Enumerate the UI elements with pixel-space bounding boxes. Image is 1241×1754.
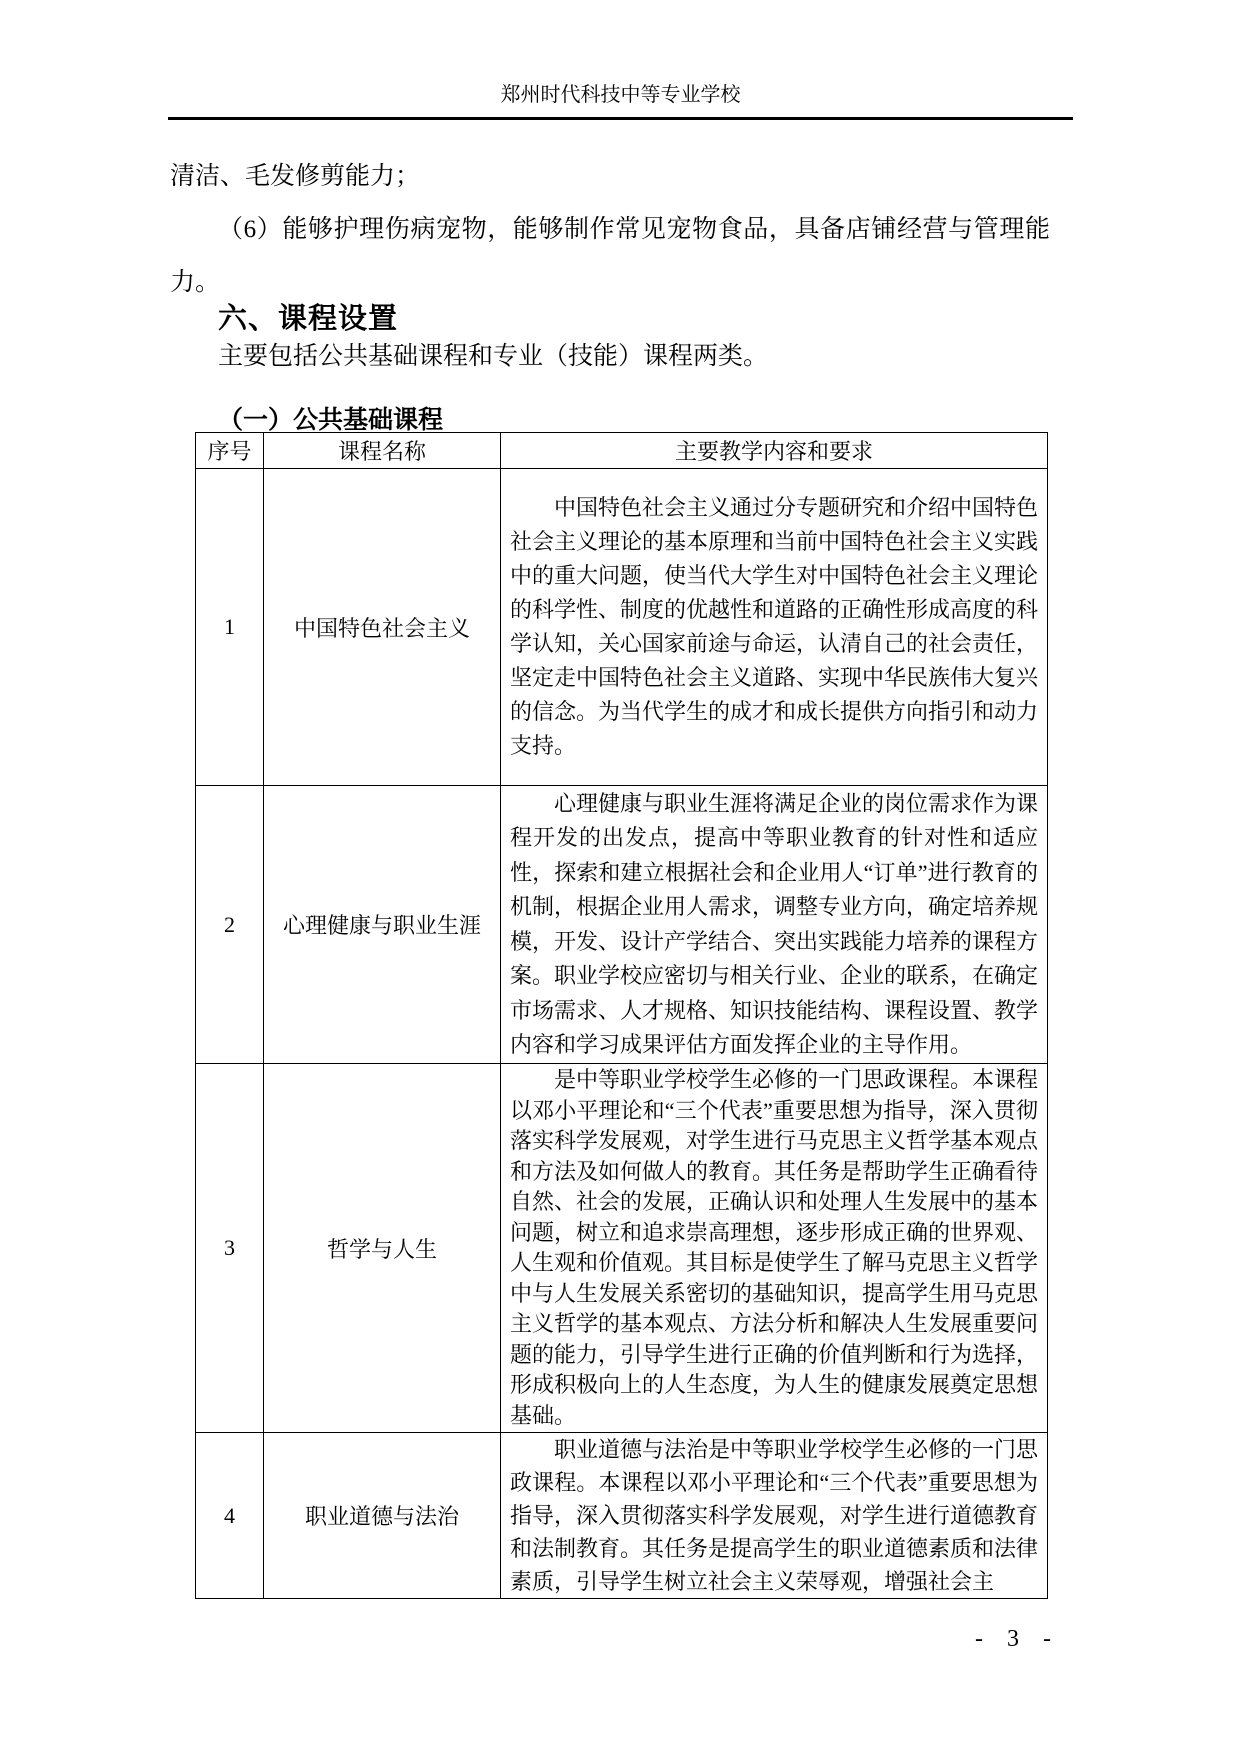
table-row <box>196 786 1048 1064</box>
table-row <box>196 1064 1048 1433</box>
table-header-content: 主要教学内容和要求 <box>501 433 1048 469</box>
section-heading-course-settings: 六、课程设置 <box>218 303 399 335</box>
table-row <box>196 469 1048 786</box>
row-number-cell: 1 <box>196 469 264 786</box>
subsection-heading-public-basic-courses: （一）公共基础课程 <box>218 407 444 434</box>
row-number-cell: 4 <box>196 1433 264 1599</box>
section-intro-paragraph: 主要包括公共基础课程和专业（技能）课程两类。 <box>218 343 769 370</box>
course-content-cell: 中国特色社会主义通过分专题研究和介绍中国特色社会主义理论的基本原理和当前中国特色社会主义实践中的重大问题，使当代大学生对中国特色社会主义理论的科学性、制度的优越性和道路的正确性形成高度的科学认知，关心国家前途与命运，认清自己的社会责任，坚定走中国特色社会主义道路、实现中华民族伟大复兴的信念。为当代学生的成才和成长提供方向指引和动力支持。 <box>501 469 1048 786</box>
course-content-cell: 职业道德与法治是中等职业学校学生必修的一门思政课程。本课程以邓小平理论和“三个代表”重要思想为指导，深入贯彻落实科学发展观，对学生进行道德教育和法制教育。其任务是提高学生的职业道德素质和法律素质，引导学生树立社会主义荣辱观，增强社会主 <box>501 1433 1048 1599</box>
table-header-row <box>196 433 1048 469</box>
table-row <box>196 1433 1048 1599</box>
paragraph-item-6: （6）能够护理伤病宠物，能够制作常见宠物食品，具备店铺经营与管理能力。 <box>170 216 1050 296</box>
course-content-cell: 心理健康与职业生涯将满足企业的岗位需求作为课程开发的出发点，提高中等职业教育的针对性和适应性，探索和建立根据社会和企业用人“订单”进行教育的机制，根据企业用人需求，调整专业方向，确定培养规模，开发、设计产学结合、突出实践能力培养的课程方案。职业学校应密切与相关行业、企业的联系，在确定市场需求、人才规格、知识技能结构、课程设置、教学内容和学习成果评估方面发挥企业的主导作用。 <box>501 786 1048 1064</box>
row-number-cell: 3 <box>196 1064 264 1433</box>
public-basic-courses-table <box>195 432 1048 1599</box>
course-name-cell: 中国特色社会主义 <box>264 469 501 786</box>
course-name-cell: 哲学与人生 <box>264 1064 501 1433</box>
paragraph-continuation: 清洁、毛发修剪能力； <box>170 163 421 190</box>
course-name-cell: 职业道德与法治 <box>264 1433 501 1599</box>
row-number-cell: 2 <box>196 786 264 1064</box>
course-content-cell: 是中等职业学校学生必修的一门思政课程。本课程以邓小平理论和“三个代表”重要思想为指导，深入贯彻落实科学发展观，对学生进行马克思主义哲学基本观点和方法及如何做人的教育。其任务是帮助学生正确看待自然、社会的发展，正确认识和处理人生发展中的基本问题，树立和追求崇高理想，逐步形成正确的世界观、人生观和价值观。其目标是使学生了解马克思主义哲学中与人生发展关系密切的基础知识，提高学生用马克思主义哲学的基本观点、方法分析和解决人生发展重要问题的能力，引导学生进行正确的价值判断和行为选择，形成积极向上的人生态度，为人生的健康发展奠定思想基础。 <box>501 1064 1048 1433</box>
page-number: - 3 - <box>975 1626 1060 1652</box>
table-header-no: 序号 <box>196 433 264 469</box>
table-header-course: 课程名称 <box>264 433 501 469</box>
course-name-cell: 心理健康与职业生涯 <box>264 786 501 1064</box>
page-header-title: 郑州时代科技中等专业学校 <box>168 82 1073 120</box>
